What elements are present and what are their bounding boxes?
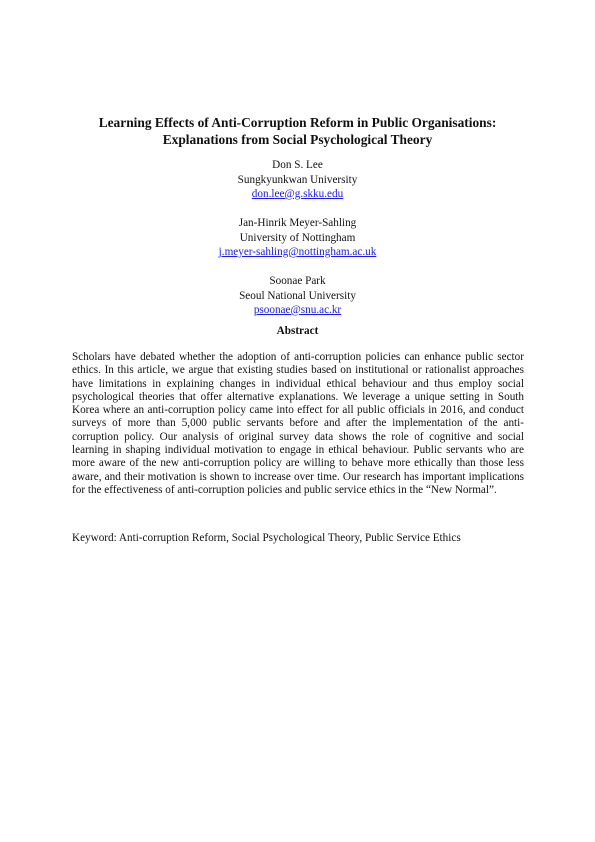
author-list xyxy=(60,158,535,332)
title-line-1: Learning Effects of Anti-Corruption Reform in Public Organisations: xyxy=(98,115,497,130)
paper-title xyxy=(60,114,535,148)
author-affiliation: Sungkyunkwan University xyxy=(237,173,358,186)
keywords-line: Keyword: Anti-corruption Reform, Social Psychological Theory, Public Service Ethics xyxy=(72,532,461,544)
title-line-2: Explanations from Social Psychological Theory xyxy=(162,132,433,147)
author-email-link[interactable]: j.meyer-sahling@nottingham.ac.uk xyxy=(218,246,377,258)
author-block xyxy=(60,216,535,260)
author-email-link[interactable]: psoonae@snu.ac.kr xyxy=(253,304,342,316)
author-block xyxy=(60,274,535,318)
author-name: Don S. Lee xyxy=(272,159,323,171)
author-name: Jan-Hinrik Meyer-Sahling xyxy=(238,217,357,229)
author-name: Soonae Park xyxy=(269,275,326,287)
abstract-heading: Abstract xyxy=(276,325,319,337)
author-affiliation: University of Nottingham xyxy=(239,231,356,244)
author-block xyxy=(60,158,535,202)
author-email-link[interactable]: don.lee@g.skku.edu xyxy=(251,188,344,200)
abstract-body: Scholars have debated whether the adoption of anti-corruption policies can enhance public sector ethics. In this article, we argue that existing studies based on institutional or rationalist approaches have limitations in explaining changes in individual ethical behaviour and thus employ social psychological theories that offer alternative explanations. We leverage a unique setting in South Korea where an anti-corruption policy came into effect for all public officials in 2016, and conduct surveys of more than 5,000 public servants before and after the implementation of the anti-corruption policy. Our analysis of original survey data shows the role of cognitive and social learning in shaping individual motivation to engage in ethical behaviour. Public servants who are more aware of the new anti-corruption policy are willing to behave more ethically than those less aware, and their motivation is shown to increase over time. Our research has important implications for the effectiveness of anti-corruption policies and public service ethics in the “New Normal”. xyxy=(72,351,524,496)
author-affiliation: Seoul National University xyxy=(239,289,356,302)
